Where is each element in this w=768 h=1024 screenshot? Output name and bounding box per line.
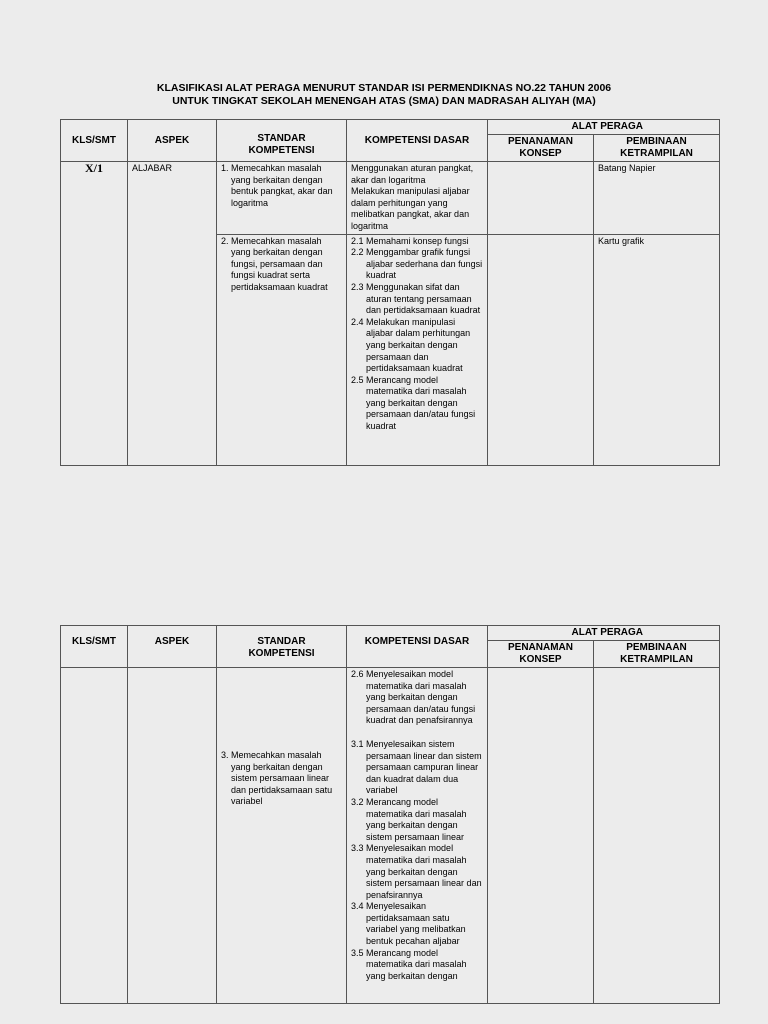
penanaman-1 xyxy=(488,162,594,235)
kd-item: 2.4 Melakukan manipulasi aljabar dalam perhitungan yang berkaitan dengan persamaan dan pertidaksamaan kuadrat xyxy=(351,316,471,374)
header-aspek: ASPEK xyxy=(128,120,217,162)
kls-empty xyxy=(61,668,128,1004)
kd-1: Menggunakan aturan pangkat, akar dan logaritma Melakukan manipulasi aljabar dalam perhitungan yang melibatkan pangkat, akar dan logaritma xyxy=(347,162,488,235)
standar-2 xyxy=(217,234,347,465)
kd-item: 3.5 Merancang model matematika dari masalah yang berkaitan dengan xyxy=(351,947,467,981)
kd-item: 3.3 Menyelesaikan model matematika dari masalah yang berkaitan dengan sistem persamaan linear dan penafsirannya xyxy=(351,843,482,900)
aspek-empty xyxy=(128,668,217,1004)
aspek-value: ALJABAR xyxy=(128,162,217,466)
header-kls: KLS/SMT xyxy=(61,626,128,668)
kd-item: 2.3 Menggunakan sifat dan aturan tentang persamaan dan pertidaksamaan kuadrat xyxy=(351,281,481,316)
header-kls: KLS/SMT xyxy=(61,120,128,162)
kd-item: 3.2 Merancang model matematika dari masalah yang berkaitan dengan sistem persamaan linear xyxy=(351,796,467,842)
header-pembinaan: PEMBINAAN KETRAMPILAN xyxy=(594,135,720,162)
kls-value: X/1 xyxy=(61,162,128,466)
header-penanaman: PENANAMAN KONSEP xyxy=(488,641,594,668)
standar-2-num: 2. xyxy=(221,235,232,246)
standar-3 xyxy=(217,668,347,1004)
kd-item: 2.1 Memahami konsep fungsi xyxy=(351,235,469,246)
kd-item: 2.6 Menyelesaikan model matematika dari masalah yang berkaitan dengan persamaan dan/atau fungsi kuadrat dan penafsirannya xyxy=(351,669,476,726)
standar-1 xyxy=(217,162,347,235)
header-aspek: ASPEK xyxy=(128,626,217,668)
kd-item: 3.4 Menyelesaikan pertidaksamaan satu variabel yang melibatkan bentuk pecahan aljabar xyxy=(351,901,466,947)
document-title xyxy=(0,82,768,108)
header-pembinaan: PEMBINAAN KETRAMPILAN xyxy=(594,641,720,668)
standar-1-num: 1. xyxy=(221,163,232,173)
header-penanaman: PENANAMAN KONSEP xyxy=(488,135,594,162)
penanaman-2 xyxy=(488,234,594,465)
header-standar: STANDAR KOMPETENSI xyxy=(217,120,347,162)
title-line-2: UNTUK TINGKAT SEKOLAH MENENGAH ATAS (SMA) DAN MADRASAH ALIYAH (MA) xyxy=(172,95,596,107)
standar-3-text: Memecahkan masalah yang berkaitan dengan sistem persamaan linear dan pertidaksamaan satu variabel xyxy=(231,750,333,807)
pembinaan-3 xyxy=(594,668,720,1004)
classification-table-2 xyxy=(60,625,720,1004)
penanaman-3 xyxy=(488,668,594,1004)
kd-item: 2.5 Merancang model matematika dari masalah yang berkaitan dengan persamaan dan/atau fungsi kuadrat xyxy=(351,374,476,432)
header-alat-peraga: ALAT PERAGA xyxy=(488,626,720,641)
standar-3-num: 3. xyxy=(221,750,232,760)
header-kd: KOMPETENSI DASAR xyxy=(347,120,488,162)
header-alat-peraga: ALAT PERAGA xyxy=(488,120,720,135)
pembinaan-1: Batang Napier xyxy=(594,162,720,235)
title-line-1: KLASIFIKASI ALAT PERAGA MENURUT STANDAR ISI PERMENDIKNAS NO.22 TAHUN 2006 xyxy=(156,82,612,94)
header-kd: KOMPETENSI DASAR xyxy=(347,626,488,668)
standar-2-text: Memecahkan masalah yang berkaitan dengan fungsi, persamaan dan fungsi kuadrat serta pertidaksamaan kuadrat xyxy=(231,235,328,292)
header-standar: STANDAR KOMPETENSI xyxy=(217,626,347,668)
kd-3 xyxy=(347,668,488,1004)
standar-1-text: Memecahkan masalah yang berkaitan dengan bentuk pangkat, akar dan logaritma xyxy=(231,163,333,208)
classification-table-1 xyxy=(60,119,720,466)
kd-2 xyxy=(347,234,488,465)
kd-item: 2.2 Menggambar grafik fungsi aljabar sederhana dan fungsi kuadrat xyxy=(351,247,483,281)
pembinaan-2: Kartu grafik xyxy=(594,234,720,465)
kd-item: 3.1 Menyelesaikan sistem persamaan linear dan sistem persamaan campuran linear dan kuadrat dalam dua variabel xyxy=(351,738,482,796)
